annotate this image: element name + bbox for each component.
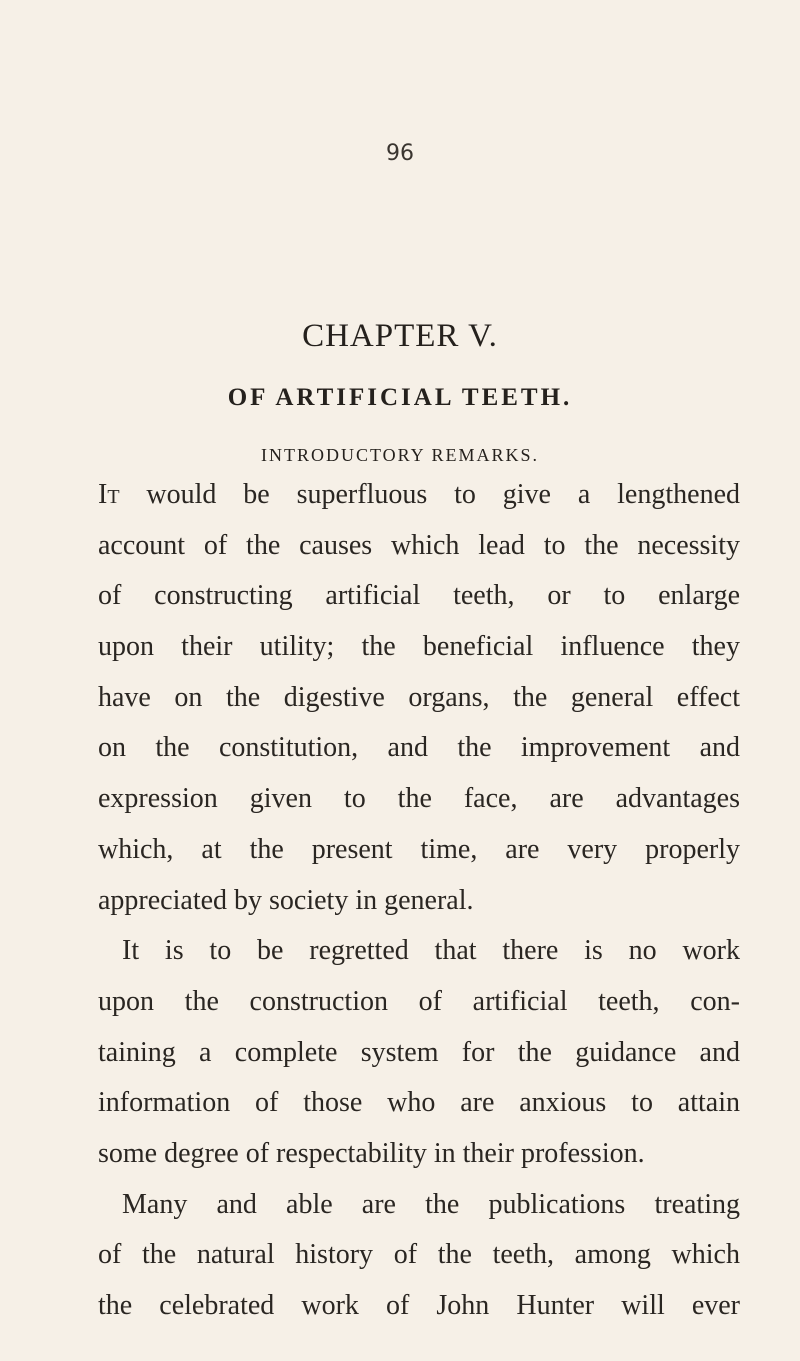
text-line: of the natural history of the teeth, among which (98, 1239, 740, 1271)
text-line: on the constitution, and the improvement and (98, 732, 740, 764)
text-line: the celebrated work of John Hunter will ever (98, 1290, 740, 1321)
text-line: account of the causes which lead to the necessity (98, 529, 740, 561)
page-number: 96 (386, 141, 414, 166)
text-line: Many and able are the publications treating (122, 1188, 740, 1220)
line-text: would be superfluous to give a lengthened (146, 479, 740, 510)
text-line: taining a complete system for the guidance and (98, 1036, 740, 1068)
body-text (98, 470, 740, 1332)
text-line: which, at the present time, are very properly (98, 833, 740, 865)
text-line: have on the digestive organs, the general effect (98, 681, 740, 713)
text-line: upon the construction of artificial teeth, con- (98, 985, 740, 1017)
text-line: expression given to the face, are advantages (98, 783, 740, 815)
subsection-title: INTRODUCTORY REMARKS. (260, 445, 540, 465)
text-line: appreciated by society in general. (98, 884, 474, 916)
text-line: some degree of respectability in their profession. (98, 1137, 645, 1169)
text-line: information of those who are anxious to attain (98, 1087, 740, 1119)
text-line: of constructing artificial teeth, or to enlarge (98, 580, 740, 612)
text-line (98, 470, 740, 521)
text-line: It is to be regretted that there is no work (122, 935, 740, 967)
text-line: upon their utility; the beneficial influence they (98, 631, 740, 663)
chapter-title: CHAPTER V. (302, 318, 498, 354)
paragraph-first-word: It (98, 479, 120, 510)
section-title: OF ARTIFICIAL TEETH. (227, 384, 573, 411)
